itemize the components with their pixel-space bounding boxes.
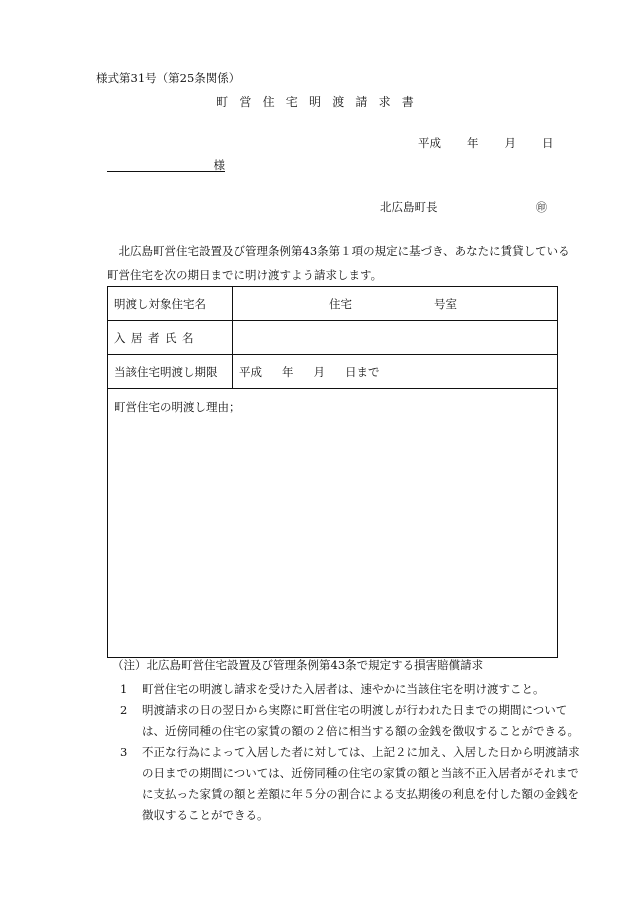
resident-name-value	[233, 321, 558, 355]
addressee-suffix: 様	[213, 158, 225, 172]
title-char: 宅	[285, 95, 298, 109]
resident-name-label: 入居者氏名	[108, 321, 233, 355]
notes-section	[112, 655, 582, 826]
seal-mark: ㊞	[536, 201, 547, 214]
table-row	[108, 355, 558, 389]
title-char: 渡	[332, 95, 345, 109]
table-row	[108, 389, 558, 658]
table-row	[108, 321, 558, 355]
target-housing-value	[233, 287, 558, 321]
document-title	[0, 93, 630, 110]
notes-heading: （注）北広島町営住宅設置及び管理条例第43条で規定する損害賠償請求	[112, 658, 484, 672]
title-char: 町	[216, 95, 229, 109]
date-year: 年	[467, 136, 479, 150]
table-row	[108, 287, 558, 321]
title-char: 営	[239, 95, 252, 109]
request-body	[107, 239, 577, 287]
date-day: 日	[542, 136, 554, 150]
date-era: 平成	[418, 136, 441, 150]
room-suffix: 号室	[434, 296, 457, 311]
housing-suffix: 住宅	[329, 296, 352, 311]
note-item: 1 町営住宅の明渡し請求を受けた入居者は、速やかに当該住宅を明け渡すこと。	[120, 682, 545, 696]
request-table	[107, 286, 558, 658]
deadline-label: 当該住宅明渡し期限	[108, 355, 233, 389]
title-char: 明	[308, 95, 321, 109]
target-housing-label: 明渡し対象住宅名	[108, 287, 233, 321]
date-line	[418, 135, 554, 151]
title-char: 請	[355, 95, 368, 109]
note-item: 3 不正な行為によって入居した者に対しては、上記２に加え、入居した日から明渡請求の日までの期間については、近傍同種の住宅の家賃の額と当該不正入居者がそれまでに支払った家賃の額と差額に年５分の割合による支払期後の利息を付した額の金銭を徴収することができる。	[120, 745, 580, 822]
title-char: 住	[262, 95, 275, 109]
title-char: 求	[378, 95, 391, 109]
reason-field	[108, 389, 558, 658]
request-paragraph: 北広島町営住宅設置及び管理条例第43条第１項の規定に基づき、あなたに賃貸している町営住宅を次の期日までに明け渡すよう請求します。	[107, 244, 570, 282]
addressee-line	[107, 157, 225, 172]
date-month: 月	[504, 136, 516, 150]
reason-label: 町営住宅の明渡し理由；	[114, 400, 241, 414]
deadline-value: 平成 年 月 日まで	[233, 355, 558, 389]
title-char: 書	[401, 95, 414, 109]
form-number: 様式第31号（第25条関係）	[96, 71, 241, 85]
note-item: 2 明渡請求の日の翌日から実際に町営住宅の明渡しが行われた日までの期間については、近傍同種の住宅の家賃の額の２倍に相当する額の金銭を徴収することができる。	[120, 703, 579, 738]
issuer-name: 北広島町長	[380, 200, 438, 214]
